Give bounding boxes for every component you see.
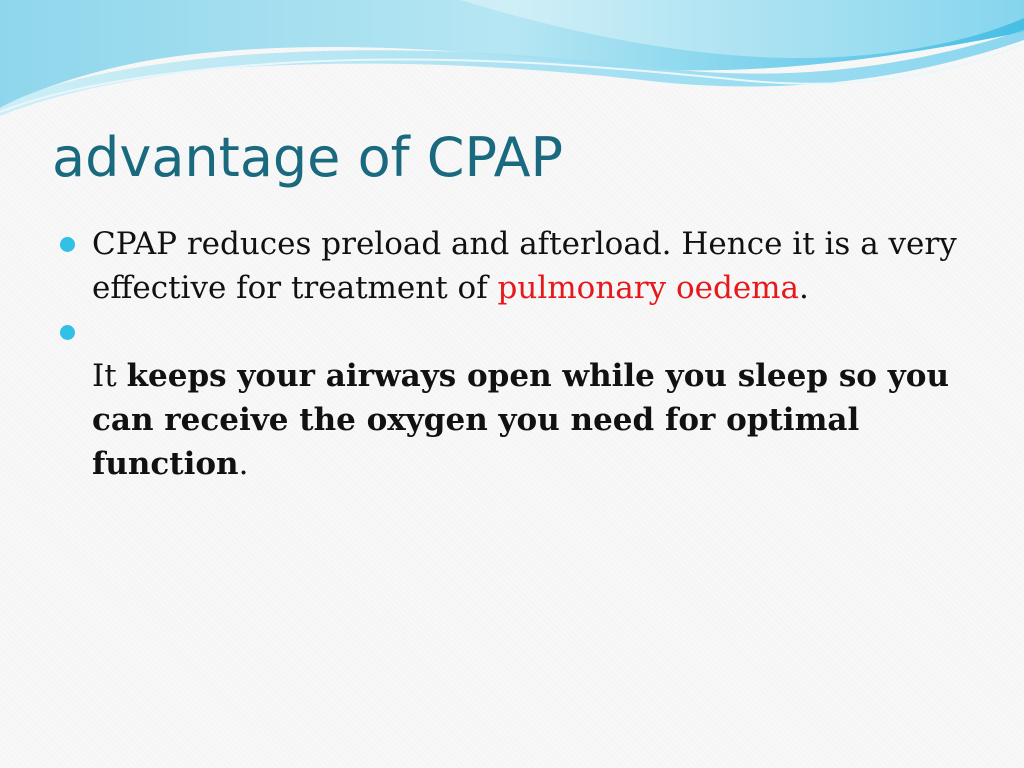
header-wave-decoration	[0, 0, 1024, 130]
bullet-text-after: .	[799, 270, 809, 306]
slide-title: advantage of CPAP	[52, 126, 564, 189]
bullet-text-after: .	[238, 446, 249, 482]
bold-phrase: keeps your airways open while you sleep so you can receive the oxygen you need for optimal function	[92, 358, 950, 482]
bullet-blank-line	[92, 310, 960, 354]
bullet-text	[92, 222, 960, 310]
bullet-dot-icon	[60, 325, 75, 340]
bullet-text-before: CPAP reduces preload and afterload. Hence it is a very effective for treatment of	[92, 226, 957, 306]
bullet-item	[60, 222, 960, 310]
bullet-text-before: It	[92, 358, 127, 394]
bullet-dot-icon	[60, 237, 75, 252]
bullet-list	[60, 222, 960, 486]
bullet-item	[60, 310, 960, 486]
highlighted-term: pulmonary oedema	[497, 270, 800, 306]
bullet-text	[92, 354, 960, 486]
